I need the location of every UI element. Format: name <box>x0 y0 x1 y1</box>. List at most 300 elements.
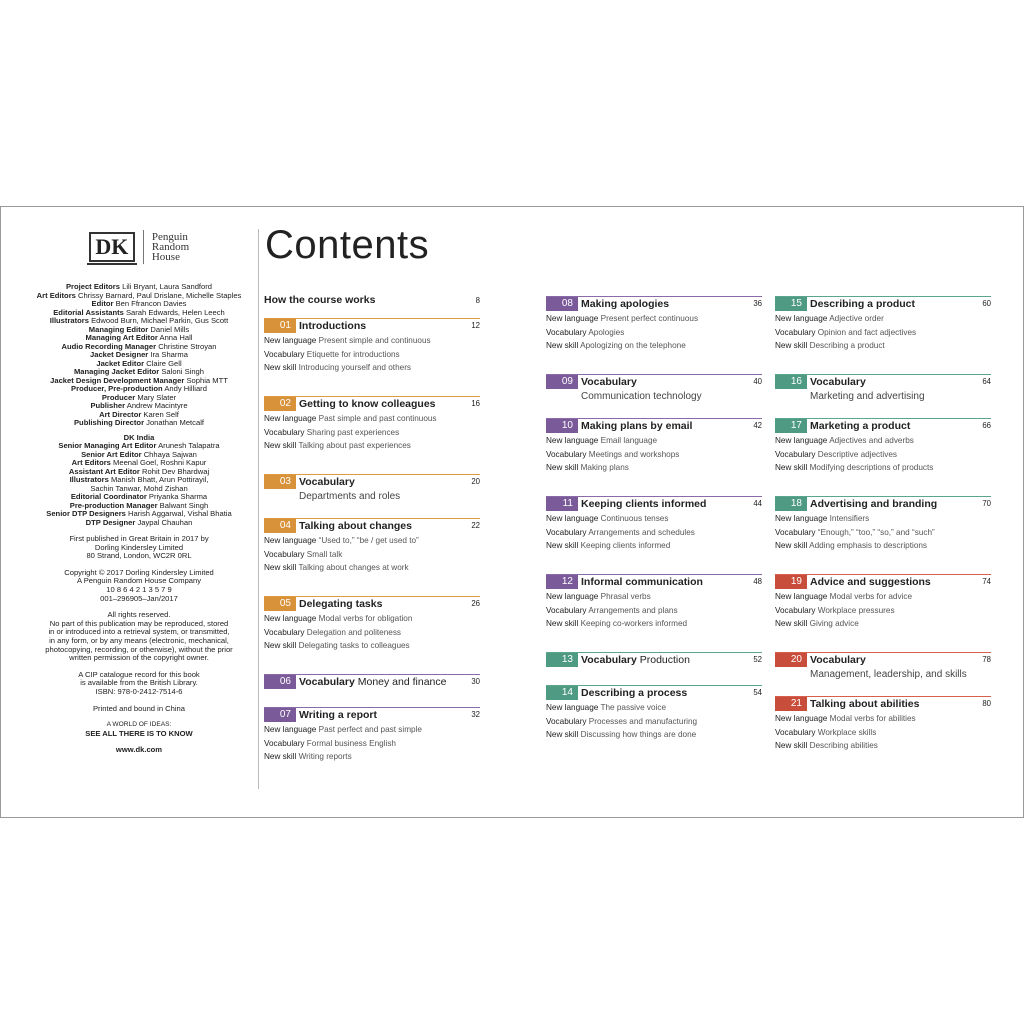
logo-divider <box>143 230 144 264</box>
new-skill-line <box>546 728 762 742</box>
unit-number: 07 <box>264 708 296 722</box>
new-language-line <box>546 512 762 526</box>
unit-header <box>546 652 762 668</box>
credit-role: Pre-production Manager <box>69 500 158 510</box>
cip-line: ISBN: 978-0-2412-7514-6 <box>95 686 183 696</box>
page-title: Contents <box>265 223 430 267</box>
new-language-line-label: New language <box>264 725 317 734</box>
dk-india-heading: DK India <box>123 432 155 442</box>
unit-page-number: 12 <box>471 321 480 330</box>
unit-page-number: 70 <box>982 499 991 508</box>
unit-entry[interactable] <box>546 418 762 475</box>
unit-header <box>264 674 480 690</box>
cip-line: is available from the British Library. <box>80 678 198 688</box>
copyright-note <box>23 569 255 603</box>
credit-name: Balwant Singh <box>159 500 209 510</box>
new-language-line-label: New language <box>775 436 828 445</box>
printed-note: Printed and bound in China <box>92 703 186 713</box>
unit-page-number: 36 <box>753 299 762 308</box>
unit-page-number: 74 <box>982 577 991 586</box>
unit-header <box>546 296 762 312</box>
vocabulary-line-value: Formal business English <box>306 738 396 748</box>
unit-number: 03 <box>264 475 296 489</box>
new-language-line-label: New language <box>775 314 828 323</box>
unit-title: Writing a report <box>299 709 377 721</box>
new-language-line-label: New language <box>264 536 317 545</box>
dk-logo-text: DK <box>95 234 129 259</box>
credit-name: Edwood Burn, Michael Parkin, Gus Scott <box>91 316 229 325</box>
new-language-line <box>546 312 762 326</box>
credit-role: Managing Jacket Editor <box>73 367 160 376</box>
credit-role: Assistant Art Editor <box>68 466 140 476</box>
credit-name: Harish Aggarwal, Vishal Bhatia <box>128 509 232 518</box>
credit-role: Art Editors <box>36 290 76 300</box>
credit-row <box>23 419 255 428</box>
credit-row <box>23 519 255 528</box>
unit-number: 02 <box>264 397 296 411</box>
unit-header <box>546 574 762 590</box>
new-skill-line-label: New skill <box>546 619 579 629</box>
unit-page-number: 32 <box>471 710 480 719</box>
credit-role: Art Editors <box>71 458 111 467</box>
vocabulary-line-value: Delegation and politeness <box>306 627 402 637</box>
credit-role: Jacket Design Development Manager <box>50 375 185 385</box>
unit-header <box>264 596 480 612</box>
unit-number: 20 <box>775 653 807 667</box>
new-language-line-label: New language <box>264 336 317 345</box>
rights-line: written permission of the copyright owner. <box>69 653 209 663</box>
credit-role: Publisher <box>90 401 126 410</box>
unit-title: Making apologies <box>581 298 670 310</box>
new-language-line-label: New language <box>775 714 828 723</box>
new-skill-line-value: Giving advice <box>809 619 859 629</box>
new-language-line <box>264 334 480 348</box>
credit-role: Jacket Editor <box>96 358 145 368</box>
credit-role: Illustrators <box>69 475 109 484</box>
tagline <box>23 721 255 738</box>
unit-number: 18 <box>775 497 807 511</box>
copyright-line: 001–296905–Jan/2017 <box>100 593 178 603</box>
unit-header <box>264 474 480 490</box>
unit-entry[interactable] <box>775 696 991 753</box>
unit-title: Vocabulary Production <box>581 654 690 666</box>
new-language-line-value: Intensifiers <box>829 514 870 523</box>
new-skill-line-label: New skill <box>264 563 297 573</box>
vocabulary-line-value: Etiquette for introductions <box>306 349 400 359</box>
new-skill-line <box>775 617 991 631</box>
unit-entry[interactable] <box>546 496 762 553</box>
unit-title: Introductions <box>299 320 367 332</box>
new-skill-line-value: Making plans <box>580 463 629 473</box>
new-language-line-value: Modal verbs for abilities <box>829 714 916 723</box>
new-language-line <box>775 712 991 726</box>
new-skill-line-value: Delegating tasks to colleagues <box>298 641 410 651</box>
credit-name: Rohit Dev Bhardwaj <box>142 466 210 476</box>
unit-page-number: 48 <box>753 577 762 586</box>
unit-header <box>775 374 991 390</box>
credit-role: Senior Art Editor <box>81 449 142 459</box>
vocabulary-line-value: Small talk <box>306 549 343 559</box>
prh-line: Penguin <box>151 231 188 243</box>
vocabulary-line-label: Vocabulary <box>264 627 305 637</box>
credit-name: Chrissy Barnard, Paul Drislane, Michelle Staples <box>78 290 242 300</box>
credit-name: Meenal Goel, Roshni Kapur <box>113 458 207 467</box>
credit-name: Saloni Singh <box>161 367 205 376</box>
unit-entry[interactable] <box>775 496 991 553</box>
new-language-line-value: “Used to,” “be / get used to” <box>318 536 419 545</box>
unit-subtitle: Departments and roles <box>299 491 401 502</box>
unit-number: 09 <box>546 375 578 389</box>
unit-page-number: 20 <box>471 477 480 486</box>
vocabulary-line-value: Apologies <box>588 327 625 337</box>
unit-title: Talking about abilities <box>810 698 920 710</box>
new-skill-line-label: New skill <box>264 441 297 451</box>
new-language-line-label: New language <box>546 592 599 601</box>
vocabulary-line <box>775 526 991 540</box>
new-skill-line-label: New skill <box>546 730 579 740</box>
vocabulary-line <box>264 348 480 362</box>
vocabulary-line-value: Descriptive adjectives <box>817 449 897 459</box>
unit-title: Advice and suggestions <box>810 576 931 588</box>
new-language-line <box>264 412 480 426</box>
unit-entry[interactable] <box>546 685 762 742</box>
copyright-line: A Penguin Random House Company <box>76 576 202 586</box>
vocabulary-line-value: Meetings and workshops <box>588 449 680 459</box>
unit-page-number: 16 <box>471 399 480 408</box>
unit-header <box>546 496 762 512</box>
new-language-line-value: Adjective order <box>829 314 884 323</box>
new-language-line-value: Past simple and past continuous <box>318 414 437 423</box>
dk-logo <box>89 232 135 262</box>
new-skill-line <box>546 617 762 631</box>
credit-role: Art Director <box>99 409 142 419</box>
unit-number: 15 <box>775 297 807 311</box>
vocabulary-line-label: Vocabulary <box>775 727 816 737</box>
new-skill-line-value: Introducing yourself and others <box>298 363 412 373</box>
unit-title: Marketing a product <box>810 420 911 432</box>
vocabulary-line <box>546 604 762 618</box>
credit-role: Publishing Director <box>73 418 145 427</box>
credit-role: Senior DTP Designers <box>46 509 126 518</box>
cip-note <box>23 671 255 697</box>
unit-subtitle: Marketing and advertising <box>810 391 925 402</box>
vocabulary-line-label: Vocabulary <box>264 349 305 359</box>
vocabulary-line-value: Workplace skills <box>817 727 877 737</box>
credit-name: Andy Hilliard <box>164 384 207 393</box>
unit-title: Vocabulary <box>299 476 355 488</box>
vocabulary-line-value: Arrangements and schedules <box>588 527 695 537</box>
new-language-line <box>775 434 991 448</box>
unit-number: 14 <box>546 686 578 700</box>
unit-header <box>775 696 991 712</box>
unit-page-number: 66 <box>982 421 991 430</box>
rights-line: All rights reserved. <box>107 610 171 620</box>
unit-header <box>264 318 480 334</box>
credit-name: Daniel Mills <box>150 324 190 334</box>
new-skill-line <box>264 561 480 575</box>
new-language-line <box>264 612 480 626</box>
unit-page-number: 78 <box>982 655 991 664</box>
unit-page-number: 44 <box>753 499 762 508</box>
new-language-line-value: Modal verbs for obligation <box>318 614 413 623</box>
prh-line: Random <box>151 241 190 253</box>
unit-page-number: 64 <box>982 377 991 386</box>
vocabulary-line <box>775 726 991 740</box>
credit-role: Project Editors <box>65 282 120 291</box>
unit-number: 13 <box>546 653 578 667</box>
unit-header <box>264 396 480 412</box>
unit-title: Keeping clients informed <box>581 498 707 510</box>
credit-name: Manish Bhatt, Arun Pottirayil, <box>110 475 209 484</box>
unit-number: 01 <box>264 319 296 333</box>
unit-title: Making plans by email <box>581 420 693 432</box>
unit-entry[interactable] <box>264 596 480 653</box>
column-divider <box>258 229 259 789</box>
new-language-line-value: Adjectives and adverbs <box>829 436 914 445</box>
credit-role: Managing Art Editor <box>85 333 158 342</box>
new-skill-line-value: Apologizing on the telephone <box>580 341 686 351</box>
new-language-line <box>546 590 762 604</box>
new-skill-line-label: New skill <box>546 541 579 551</box>
unit-header <box>546 685 762 701</box>
unit-number: 17 <box>775 419 807 433</box>
new-language-line-label: New language <box>264 614 317 623</box>
unit-subtitle: Communication technology <box>581 391 702 402</box>
unit-number: 04 <box>264 519 296 533</box>
unit-entry[interactable] <box>264 707 480 764</box>
unit-entry[interactable] <box>546 296 762 353</box>
new-language-line <box>775 312 991 326</box>
new-language-line <box>775 512 991 526</box>
unit-subtitle: Production <box>639 654 690 666</box>
new-skill-line-label: New skill <box>775 619 808 629</box>
unit-subtitle: Money and finance <box>357 676 447 688</box>
new-skill-line <box>264 750 480 764</box>
credit-role: Editor <box>91 299 114 308</box>
credit-name: Sophia MTT <box>186 375 228 385</box>
vocabulary-line-label: Vocabulary <box>775 527 816 537</box>
new-language-line-value: Phrasal verbs <box>600 592 651 601</box>
vocabulary-line <box>775 326 991 340</box>
unit-entry[interactable] <box>775 374 991 403</box>
unit-entry[interactable] <box>775 574 991 631</box>
credit-name: Arunesh Talapatra <box>158 441 220 450</box>
published-line: First published in Great Britain in 2017 by <box>69 534 209 543</box>
credit-role: Editorial Coordinator <box>70 492 147 501</box>
vocabulary-line <box>546 526 762 540</box>
cip-line: A CIP catalogue record for this book <box>78 669 200 679</box>
new-skill-line-value: Describing a product <box>809 341 885 351</box>
new-skill-line-label: New skill <box>775 341 808 351</box>
unit-number: 21 <box>775 697 807 711</box>
unit-number: 08 <box>546 297 578 311</box>
new-language-line-value: Past perfect and past simple <box>318 725 422 734</box>
unit-entry[interactable] <box>775 418 991 475</box>
new-skill-line <box>775 739 991 753</box>
published-line: Dorling Kindersley Limited <box>94 542 184 552</box>
credit-name: Priyanka Sharma <box>148 492 208 501</box>
unit-page-number: 22 <box>471 521 480 530</box>
unit-title: Describing a process <box>581 687 688 699</box>
vocabulary-line <box>264 626 480 640</box>
new-skill-line-value: Talking about past experiences <box>298 441 411 451</box>
credit-name: Sarah Edwards, Helen Leech <box>125 307 225 317</box>
credit-name: Lili Bryant, Laura Sandford <box>122 282 213 291</box>
unit-entry[interactable] <box>264 674 480 690</box>
new-language-line-label: New language <box>775 514 828 523</box>
credit-role: Illustrators <box>49 316 89 325</box>
new-skill-line <box>264 639 480 653</box>
vocabulary-line-label: Vocabulary <box>546 527 587 537</box>
new-language-line-label: New language <box>264 414 317 423</box>
unit-page-number: 30 <box>471 677 480 686</box>
unit-entry[interactable] <box>546 652 762 668</box>
unit-entry[interactable] <box>264 474 480 503</box>
new-skill-line <box>775 339 991 353</box>
new-language-line-value: Present simple and continuous <box>318 336 431 345</box>
credit-role: Managing Editor <box>88 324 149 334</box>
unit-page-number: 42 <box>753 421 762 430</box>
unit-page-number: 54 <box>753 688 762 697</box>
new-skill-line-value: Modifying descriptions of products <box>809 463 934 473</box>
credit-role: DTP Designer <box>85 517 136 527</box>
rights-note <box>23 611 255 663</box>
new-skill-line <box>546 461 762 475</box>
vocabulary-line-label: Vocabulary <box>775 605 816 615</box>
unit-header <box>775 652 991 668</box>
new-skill-line-value: Discussing how things are done <box>580 730 697 740</box>
unit-page-number: 40 <box>753 377 762 386</box>
new-skill-line-value: Keeping co-workers informed <box>580 619 688 629</box>
credit-role: Producer, Pre-production <box>71 384 163 393</box>
unit-entry[interactable] <box>775 296 991 353</box>
new-language-line-label: New language <box>546 514 599 523</box>
credit-name: Andrew Macintyre <box>126 401 188 410</box>
tagline-small: A WORLD OF IDEAS: <box>106 721 172 729</box>
unit-entry[interactable] <box>546 574 762 631</box>
new-language-line <box>264 534 480 548</box>
vocabulary-line <box>264 737 480 751</box>
credit-name: Christine Stroyan <box>158 341 217 351</box>
new-skill-line <box>546 339 762 353</box>
unit-number: 19 <box>775 575 807 589</box>
unit-title: Getting to know colleagues <box>299 398 436 410</box>
unit-page-number: 80 <box>982 699 991 708</box>
new-language-line <box>775 590 991 604</box>
new-language-line <box>546 701 762 715</box>
new-language-line-value: Email language <box>600 436 658 445</box>
credit-name: Ira Sharma <box>150 350 188 359</box>
vocabulary-line <box>546 715 762 729</box>
new-skill-line-label: New skill <box>775 463 808 473</box>
vocabulary-line-value: “Enough,” “too,” “so,” and “such” <box>817 527 935 537</box>
credits <box>23 283 255 527</box>
vocabulary-line-label: Vocabulary <box>775 327 816 337</box>
new-skill-line <box>264 361 480 375</box>
copyright-line: Copyright © 2017 Dorling Kindersley Limited <box>64 567 214 577</box>
first-published-note <box>23 535 255 561</box>
rights-line: photocopying, recording, or otherwise), without the prior <box>45 644 233 654</box>
unit-entry[interactable] <box>264 318 480 375</box>
new-skill-line-value: Describing abilities <box>809 741 878 751</box>
unit-number: 11 <box>546 497 578 511</box>
credit-role: Senior Managing Art Editor <box>58 441 157 450</box>
credit-name: Chhaya Sajwan <box>143 449 197 459</box>
unit-title: Vocabulary <box>810 654 866 666</box>
unit-page-number: 26 <box>471 599 480 608</box>
vocabulary-line <box>264 548 480 562</box>
unit-title: Describing a product <box>810 298 916 310</box>
vocabulary-line-label: Vocabulary <box>546 605 587 615</box>
credit-name: Claire Gell <box>146 358 182 368</box>
rights-line: No part of this publication may be reproduced, stored <box>49 618 229 628</box>
new-language-line-label: New language <box>546 703 599 712</box>
vocabulary-line-label: Vocabulary <box>264 549 305 559</box>
copyright-line: 10 8 6 4 2 1 3 5 7 9 <box>106 584 172 594</box>
new-skill-line-label: New skill <box>546 341 579 351</box>
vocabulary-line-value: Arrangements and plans <box>588 605 678 615</box>
vocabulary-line-label: Vocabulary <box>264 427 305 437</box>
unit-number: 16 <box>775 375 807 389</box>
unit-entry[interactable] <box>546 374 762 403</box>
unit-header <box>264 518 480 534</box>
unit-entry[interactable] <box>775 652 991 681</box>
vocabulary-line-label: Vocabulary <box>546 327 587 337</box>
new-language-line-label: New language <box>546 314 599 323</box>
imprint-column <box>23 229 255 755</box>
new-skill-line-label: New skill <box>775 741 808 751</box>
new-language-line <box>264 723 480 737</box>
new-language-line-label: New language <box>775 592 828 601</box>
vocabulary-line <box>264 426 480 440</box>
publisher-logos <box>23 229 255 265</box>
credit-role: Editorial Assistants <box>53 307 124 317</box>
website-link[interactable]: www.dk.com <box>115 745 163 755</box>
credit-name: Mary Slater <box>137 392 177 402</box>
tagline-main: SEE ALL THERE IS TO KNOW <box>85 728 193 738</box>
new-skill-line <box>546 539 762 553</box>
course-entry[interactable] <box>264 294 480 306</box>
new-skill-line-value: Talking about changes at work <box>298 563 409 573</box>
unit-title: Vocabulary Money and finance <box>299 676 447 688</box>
vocabulary-line-label: Vocabulary <box>546 449 587 459</box>
rights-line: in or introduced into a retrieval system, or transmitted, <box>48 627 230 637</box>
course-page: 8 <box>475 296 480 305</box>
unit-number: 12 <box>546 575 578 589</box>
new-language-line-label: New language <box>546 436 599 445</box>
unit-entry[interactable] <box>264 518 480 575</box>
credit-name: Jaypal Chauhan <box>137 517 193 527</box>
unit-title: Informal communication <box>581 576 703 588</box>
unit-header <box>264 707 480 723</box>
unit-header <box>775 296 991 312</box>
vocabulary-line-label: Vocabulary <box>264 738 305 748</box>
unit-number: 10 <box>546 419 578 433</box>
unit-number: 05 <box>264 597 296 611</box>
vocabulary-line <box>775 604 991 618</box>
unit-entry[interactable] <box>264 396 480 453</box>
course-title: How the course works <box>264 294 376 306</box>
credit-name: Ben Ffrancon Davies <box>115 299 187 308</box>
unit-title: Vocabulary <box>810 376 866 388</box>
new-skill-line-label: New skill <box>264 752 297 762</box>
unit-title: Vocabulary <box>581 376 637 388</box>
unit-header <box>775 496 991 512</box>
vocabulary-line-value: Sharing past experiences <box>306 427 400 437</box>
new-language-line-value: Present perfect continuous <box>600 314 699 323</box>
unit-header <box>546 374 762 390</box>
book-spread <box>0 206 1024 818</box>
